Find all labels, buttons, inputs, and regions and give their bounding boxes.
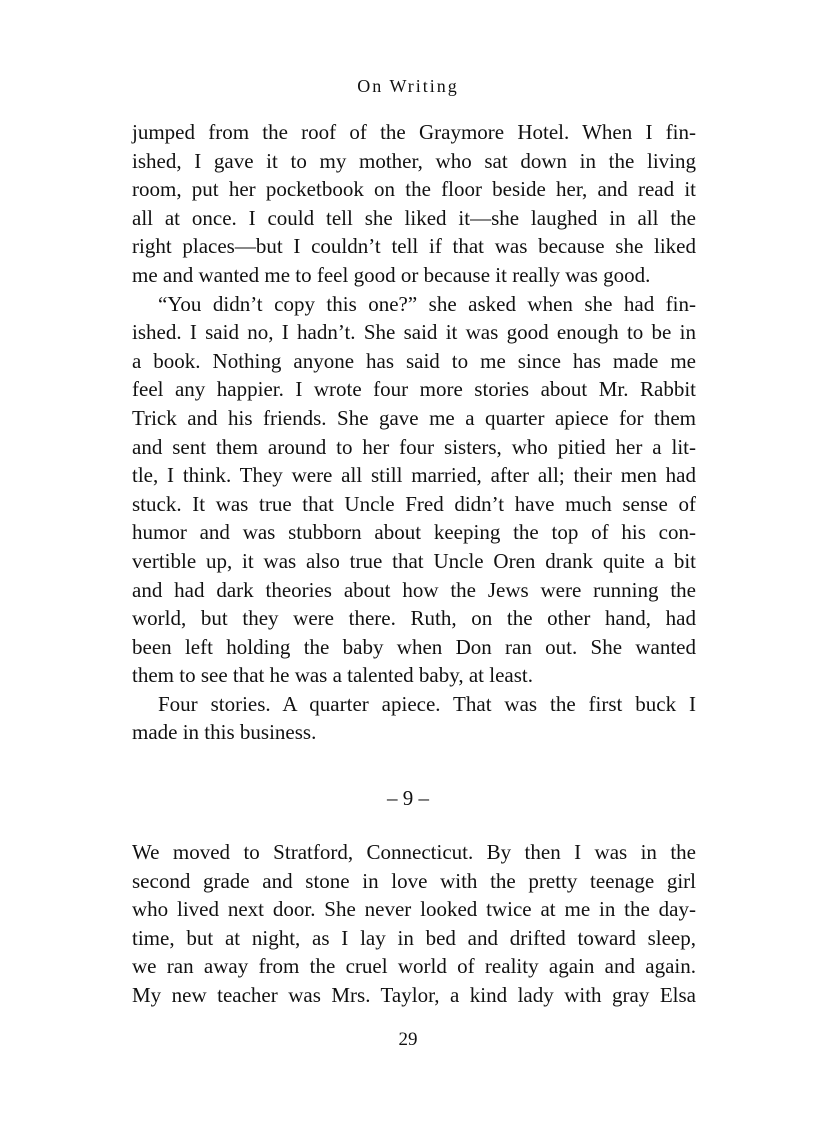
- text-line: who lived next door. She never looked twice at me in the day-: [132, 897, 696, 922]
- text-line: vertible up, it was also true that Uncle Oren drank quite a bit: [132, 548, 696, 573]
- running-head: On Writing: [357, 76, 459, 96]
- text-line: second grade and stone in love with the pretty teenage girl: [132, 868, 696, 893]
- text-line: and had dark theories about how the Jews were running the: [132, 577, 696, 602]
- text-line: them to see that he was a talented baby, at least.: [132, 663, 533, 688]
- section-number: – 9 –: [387, 786, 429, 810]
- text-line: made in this business.: [132, 720, 317, 745]
- text-line: jumped from the roof of the Graymore Hotel. When I fin-: [132, 120, 696, 144]
- text-line: all at once. I could tell she liked it—she laughed in all the: [132, 205, 696, 230]
- text-line: humor and was stubborn about keeping the top of his con-: [132, 520, 696, 545]
- text-line: My new teacher was Mrs. Taylor, a kind lady with gray Elsa: [132, 982, 696, 1007]
- text-line: stuck. It was true that Uncle Fred didn’t have much sense of: [132, 491, 696, 516]
- section-9-body: [132, 838, 696, 1010]
- text-line: and sent them around to her four sisters, who pitied her a lit-: [132, 434, 696, 459]
- text-line: Trick and his friends. She gave me a quarter apiece for them: [132, 405, 696, 430]
- text-line: time, but at night, as I lay in bed and drifted toward sleep,: [132, 925, 696, 950]
- text-line: right places—but I couldn’t tell if that was because she liked: [132, 234, 696, 259]
- text-line: ished, I gave it to my mother, who sat down in the living: [132, 148, 696, 173]
- text-line: feel any happier. I wrote four more stories about Mr. Rabbit: [132, 377, 696, 402]
- section-8-body: [132, 118, 696, 747]
- page-number: 29: [398, 1029, 418, 1050]
- text-line: a book. Nothing anyone has said to me since has made me: [132, 348, 696, 373]
- text-line: We moved to Stratford, Connecticut. By then I was in the: [132, 840, 696, 864]
- text-line: tle, I think. They were all still married, after all; their men had: [132, 463, 696, 488]
- text-line: we ran away from the cruel world of reality again and again.: [132, 954, 696, 979]
- text-line: world, but they were there. Ruth, on the other hand, had: [132, 606, 696, 631]
- text-line: me and wanted me to feel good or because it really was good.: [132, 262, 651, 287]
- text-line: Four stories. A quarter apiece. That was the first buck I: [158, 691, 696, 716]
- text-line: room, put her pocketbook on the floor beside her, and read it: [132, 177, 696, 202]
- text-line: “You didn’t copy this one?” she asked when she had fin-: [158, 291, 696, 316]
- text-line: ished. I said no, I hadn’t. She said it was good enough to be in: [132, 320, 696, 345]
- text-line: been left holding the baby when Don ran out. She wanted: [132, 634, 696, 659]
